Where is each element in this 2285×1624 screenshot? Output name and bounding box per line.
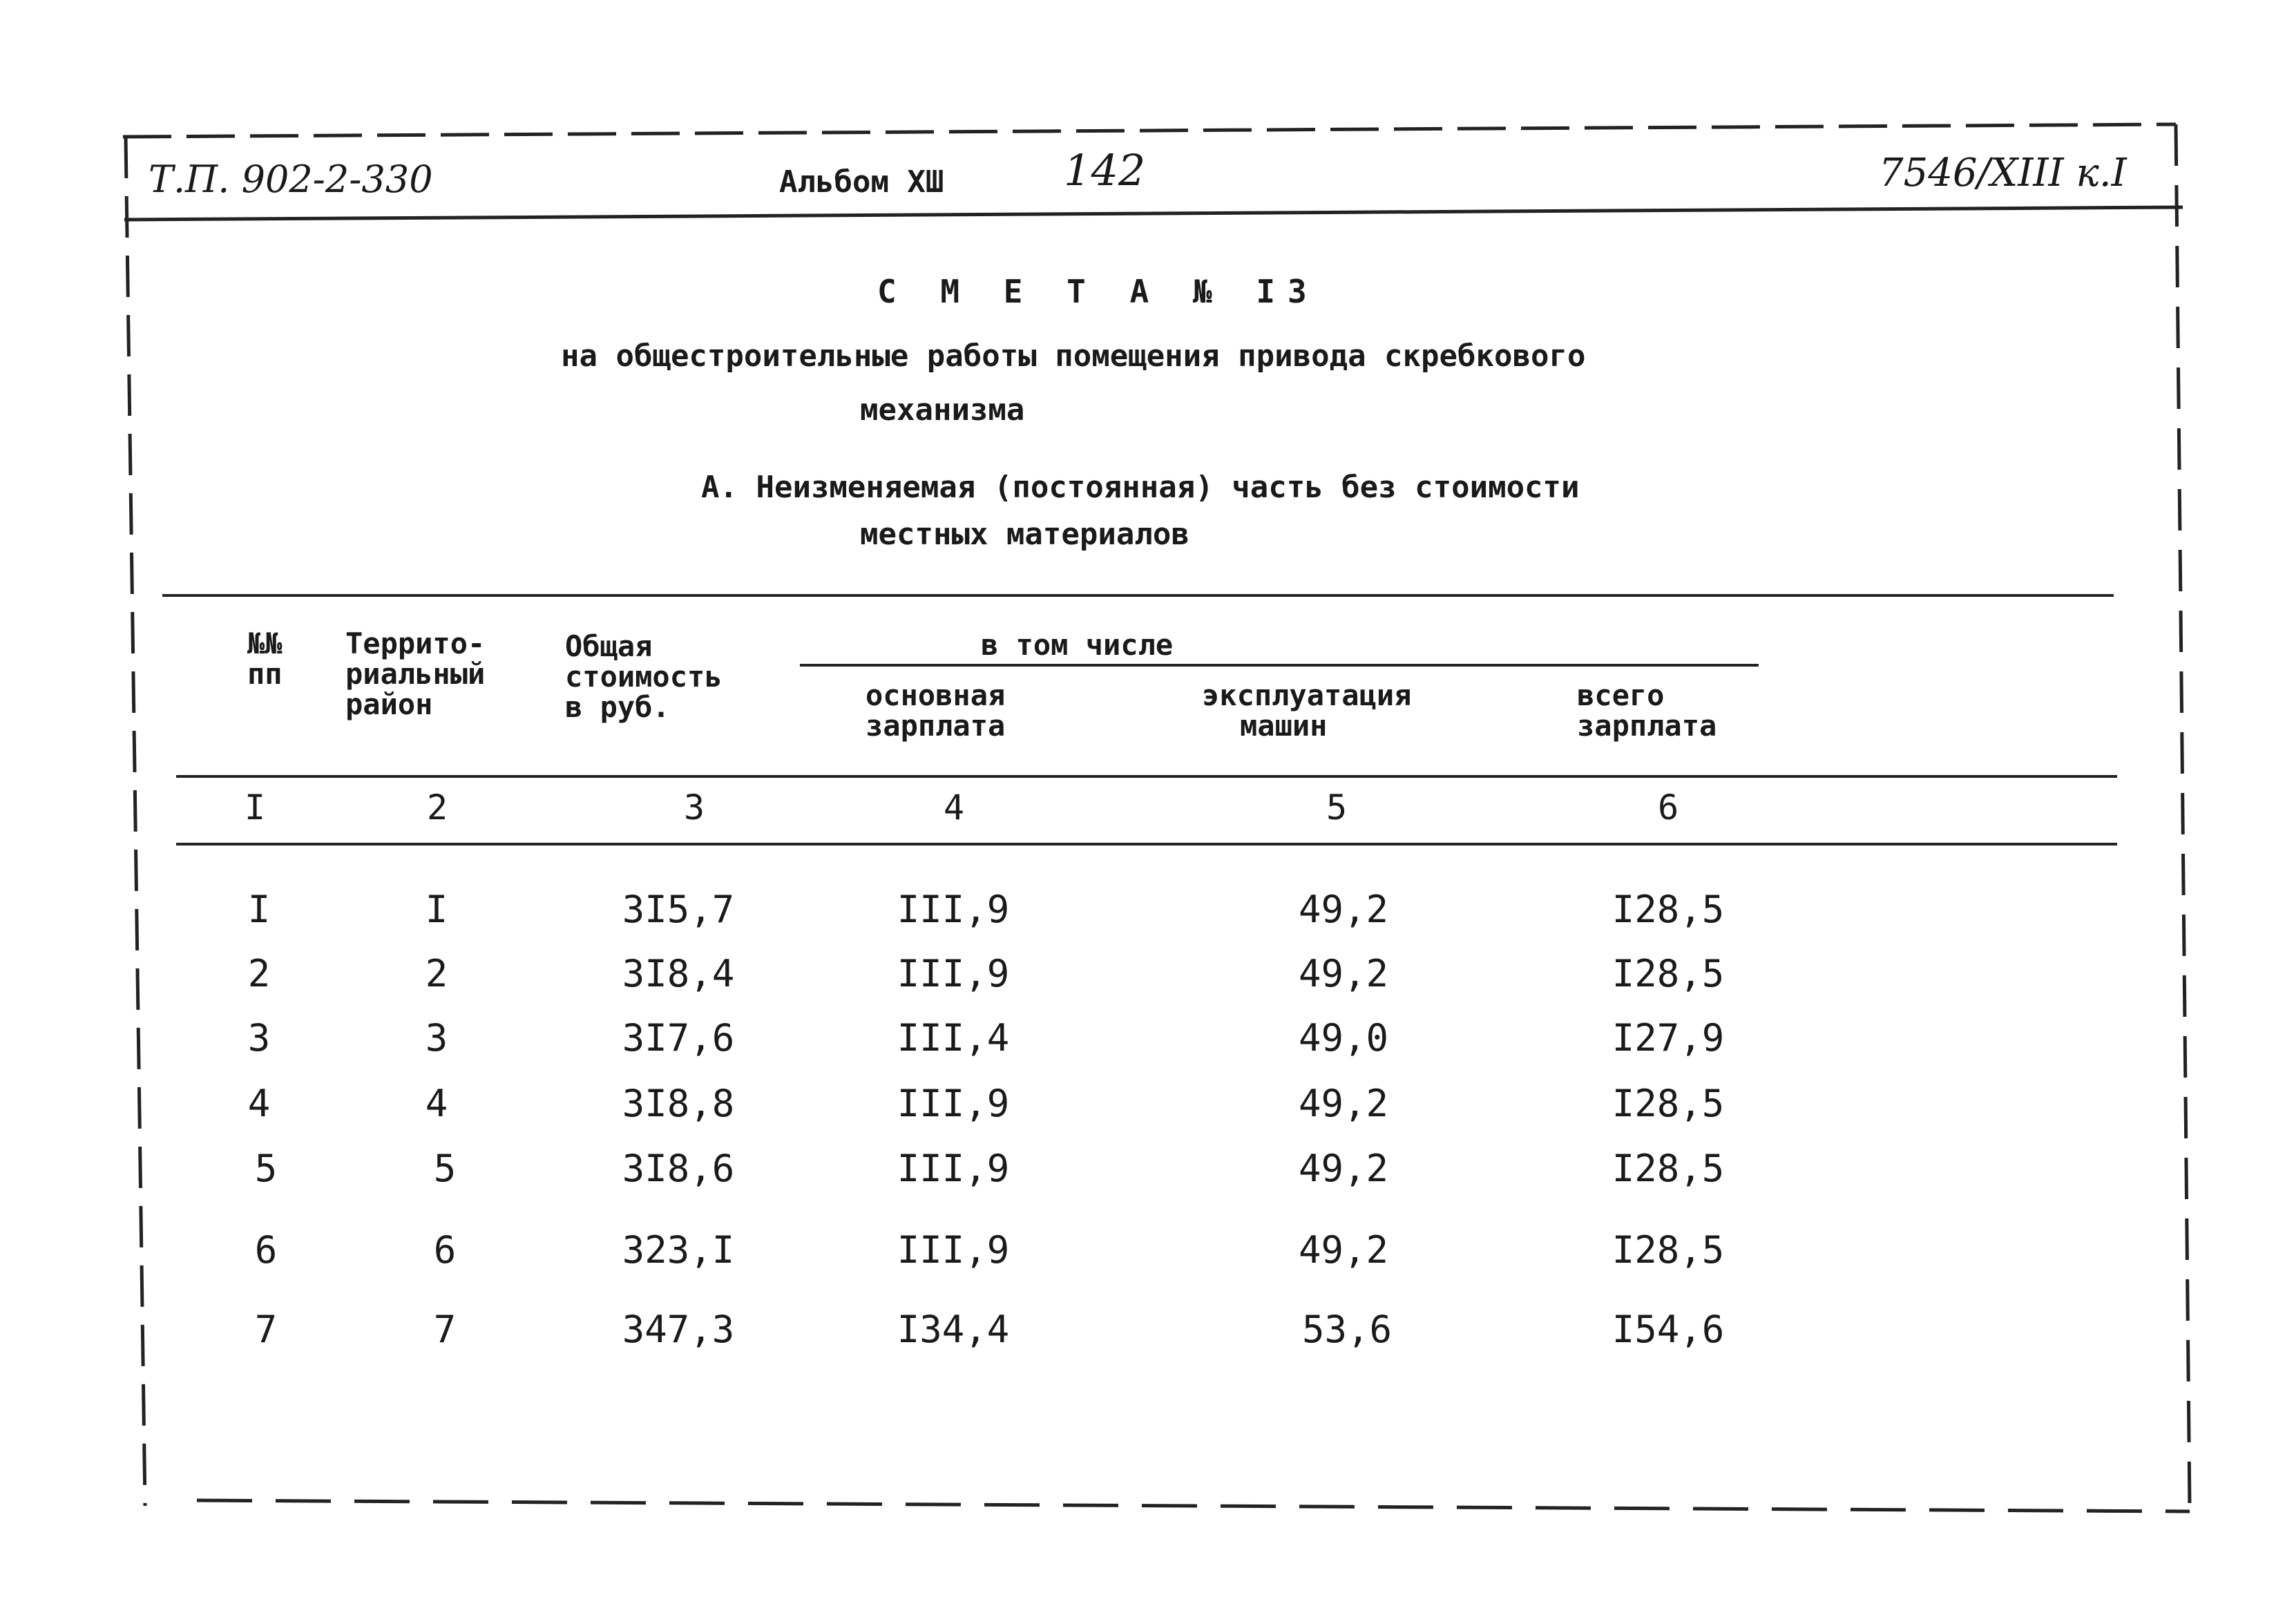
column-number-4: 4	[944, 787, 965, 828]
estimate-subtitle-line2: механизма	[860, 392, 1025, 428]
cell-total-cost: 3I8,4	[622, 952, 735, 995]
cell-number: 6	[254, 1228, 278, 1272]
cell-region: 4	[425, 1082, 448, 1125]
sheet-reference: 7546/XIII к.I	[1879, 151, 2127, 195]
table-top-rule	[162, 594, 2114, 597]
cell-total-salary: I28,5	[1612, 888, 1725, 931]
cell-total-salary: I28,5	[1612, 1082, 1725, 1125]
cell-region: 6	[433, 1228, 457, 1272]
column-number-5: 5	[1326, 787, 1348, 828]
cell-base-salary: III,9	[897, 1147, 1010, 1190]
frame-header-divider	[124, 207, 2183, 220]
cell-region: I	[425, 888, 448, 931]
cell-machine-operation: 49,2	[1298, 1228, 1389, 1272]
cell-total-cost: 323,I	[622, 1228, 735, 1272]
cell-base-salary: III,9	[897, 1082, 1010, 1125]
cell-machine-operation: 49,2	[1298, 952, 1389, 995]
project-code: Т.П. 902-2-330	[149, 157, 433, 201]
frame-bottom-border	[197, 1500, 2190, 1511]
cell-total-salary: I28,5	[1612, 1228, 1725, 1272]
estimate-subtitle-line1: на общестроительные работы помещения привода скребкового	[561, 338, 1586, 374]
column-number-6: 6	[1658, 787, 1679, 828]
frame-right-border	[2176, 124, 2190, 1509]
cell-base-salary: III,9	[897, 888, 1010, 931]
estimate-title: С М Е Т А № I3	[877, 273, 1319, 310]
column-number-3: 3	[684, 787, 705, 828]
cell-total-cost: 3I8,8	[622, 1082, 735, 1125]
cell-region: 2	[425, 952, 448, 995]
group-header-rule	[800, 664, 1759, 667]
cell-number: 2	[247, 952, 271, 995]
cell-number: 5	[254, 1147, 278, 1190]
cell-total-salary: I28,5	[1612, 1147, 1725, 1190]
cell-total-salary: I27,9	[1612, 1016, 1725, 1060]
cell-base-salary: III,9	[897, 1228, 1010, 1272]
cell-machine-operation: 49,2	[1298, 888, 1389, 931]
col1-header: №№ пп	[247, 627, 283, 691]
column-number-1: I	[245, 787, 266, 828]
cell-machine-operation: 49,2	[1298, 1147, 1389, 1190]
cell-total-cost: 347,3	[622, 1308, 735, 1351]
cell-base-salary: III,4	[897, 1016, 1010, 1060]
col3-header: Общая стоимость в руб.	[565, 629, 723, 724]
album-label: Альбом XШ	[779, 164, 944, 200]
frame-left-border	[126, 137, 145, 1506]
cell-total-salary: I28,5	[1612, 952, 1725, 995]
cell-number: 4	[247, 1082, 271, 1125]
cell-total-cost: 3I5,7	[622, 888, 735, 931]
page-number: 142	[1064, 145, 1146, 195]
cell-total-cost: 3I8,6	[622, 1147, 735, 1190]
cell-number: I	[247, 888, 271, 931]
cell-base-salary: I34,4	[897, 1308, 1010, 1351]
cell-region: 5	[433, 1147, 457, 1190]
column-number-2: 2	[427, 787, 448, 828]
frame-top-border	[123, 124, 2176, 137]
section-title-line1: А. Неизменяемая (постоянная) часть без стоимости	[701, 470, 1580, 505]
group-header: в том числе	[981, 628, 1174, 662]
cell-total-cost: 3I7,6	[622, 1016, 735, 1060]
col4-header: основная зарплата	[866, 678, 1006, 743]
section-title-line2: местных материалов	[860, 517, 1189, 552]
col6-header: всего зарплата	[1577, 678, 1717, 743]
cell-machine-operation: 53,6	[1301, 1308, 1393, 1351]
cell-number: 3	[247, 1016, 271, 1060]
column-numbers-rule	[176, 843, 2117, 846]
cell-region: 7	[433, 1308, 457, 1351]
cell-machine-operation: 49,0	[1298, 1016, 1389, 1060]
cell-region: 3	[425, 1016, 448, 1060]
cell-base-salary: III,9	[897, 952, 1010, 995]
header-bottom-rule	[176, 775, 2117, 778]
col5-header: эксплуатация машин	[1202, 678, 1412, 743]
cell-number: 7	[254, 1308, 278, 1351]
cell-machine-operation: 49,2	[1298, 1082, 1389, 1125]
cell-total-salary: I54,6	[1612, 1308, 1725, 1351]
col2-header: Террито- риальный район	[345, 627, 486, 721]
